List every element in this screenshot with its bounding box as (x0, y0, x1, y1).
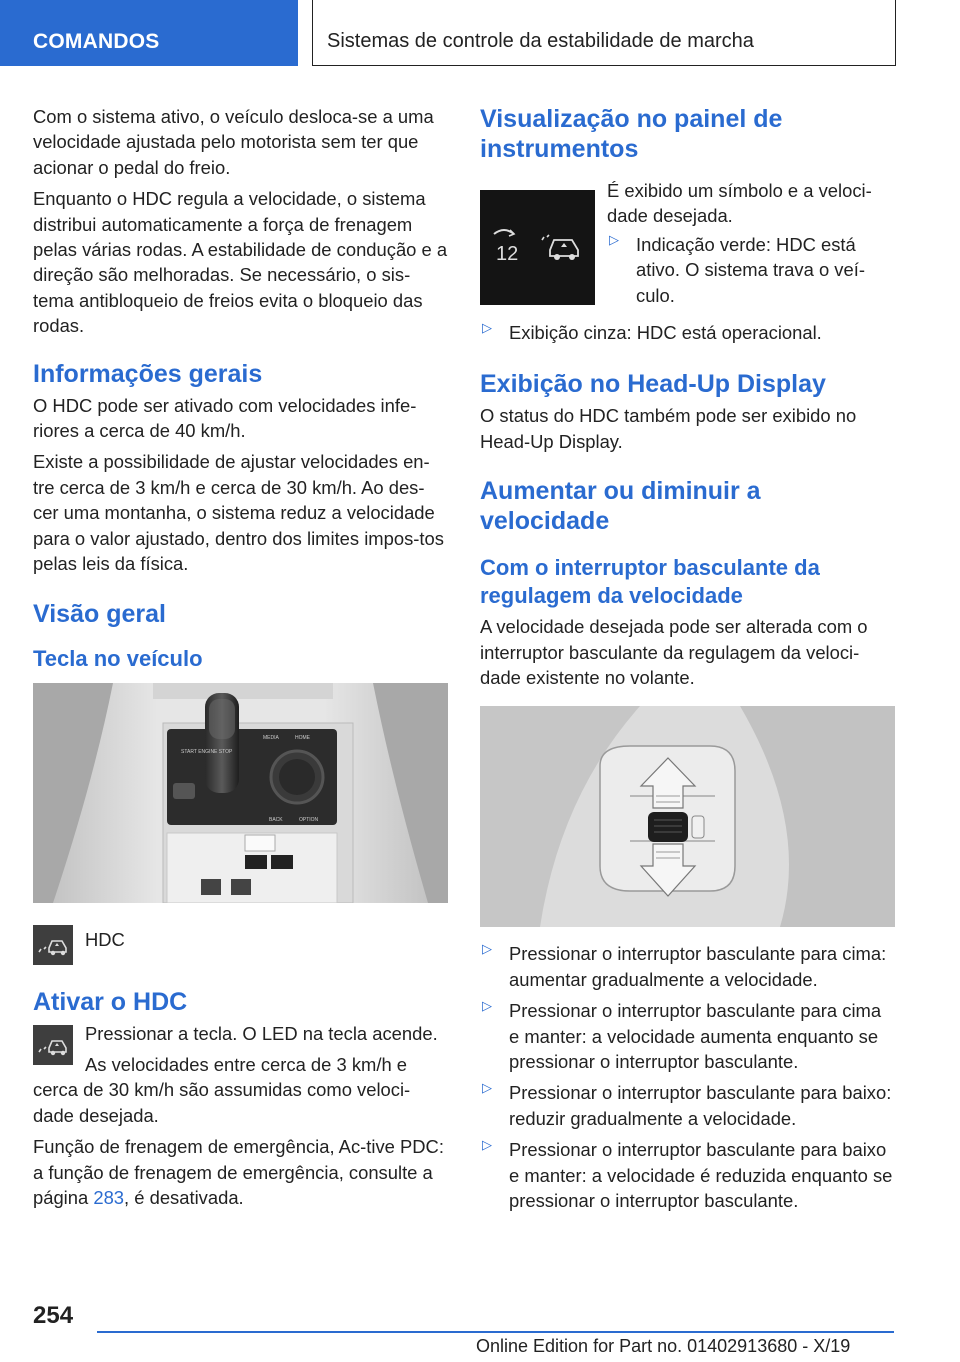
hdc-car-descent-icon (542, 235, 578, 260)
center-console-illustration (33, 683, 448, 903)
info-paragraph-2: Existe a possibilidade de ajustar velocidades en-tre cerca de 3 km/h e cerca de 30 km/h. Ao des-cer uma montanha, o sistema reduz a velocidade para o valor ajustado, dentro dos limites impos-tos pelas leis da física. (33, 451, 444, 575)
heading-ativar-o-hdc: Ativar o HDC (33, 987, 188, 1016)
hud-paragraph: O status do HDC também pode ser exibido no Head-Up Display. (480, 405, 857, 452)
interruptor-paragraph: A velocidade desejada pode ser alterada com o interruptor basculante da regulagem da veloci-dade existente no volante. (480, 616, 868, 689)
heading-informacoes-gerais: Informações gerais (33, 359, 263, 388)
console-option-label: OPTION (299, 816, 319, 823)
hdc-car-descent-icon (33, 1025, 73, 1065)
bullet-triangle-icon: ▷ (482, 320, 492, 335)
heading-head-up-display: Exibição no Head-Up Display (480, 370, 826, 399)
hdc-legend (33, 917, 449, 967)
rocker-bullet-1 (480, 941, 896, 992)
cluster-block (480, 178, 896, 306)
right-column (480, 104, 896, 1220)
chapter-title: Sistemas de controle da estabilidade de marcha (312, 0, 896, 66)
visual-paragraph: É exibido um símbolo e a veloci-dade desejada. (607, 180, 872, 227)
rocker-bullet-2-text: Pressionar o interruptor basculante para cima e manter: a velocidade aumenta enquanto se pressionar o interruptor basculante. (509, 1000, 882, 1073)
bullet-triangle-icon: ▷ (482, 998, 492, 1014)
rocker-bullet-4-text: Pressionar o interruptor basculante para baixo e manter: a velocidade é reduzida enquanto se pressionar o interruptor basculante. (509, 1139, 893, 1212)
emergency-brake-text-end: , é desativada. (124, 1186, 244, 1208)
heading-visualizacao-painel: Visualização no painel de instrumentos (480, 105, 783, 163)
console-start-engine-stop-label: START ENGINE STOP (181, 748, 233, 755)
rocker-bullet-2 (480, 998, 896, 1074)
rocker-switch-illustration (480, 706, 895, 927)
rocker-bullet-1-text: Pressionar o interruptor basculante para cima: aumentar gradualmente a velocidade. (509, 943, 887, 990)
ativar-block (33, 1021, 449, 1211)
heading-tecla-no-veiculo: Tecla no veículo (33, 645, 203, 671)
rocker-bullet-list (480, 941, 896, 1213)
heading-aumentar-diminuir: Aumentar ou diminuir a velocidade (480, 477, 761, 536)
emergency-brake-text: Função de frenagem de emergência, Ac-tive PDC: a função de frenagem de emergência, consulte a página (33, 1136, 444, 1208)
edition-note: Online Edition for Part no. 01402913680 - X/19 (476, 1336, 851, 1356)
ativar-paragraph-2: As velocidades entre cerca de 3 km/h e cerca de 30 km/h são assumidas como veloci-dade desejada. (33, 1053, 411, 1126)
left-column (33, 104, 449, 1216)
rocker-bullet-3 (480, 1080, 896, 1131)
rocker-bullet-4 (480, 1137, 896, 1213)
bullet-cinza-text: Exibição cinza: HDC está operacional. (509, 322, 822, 343)
center-console-photo (33, 683, 448, 903)
heading-interruptor-basculante: Com o interruptor basculante da regulagem da velocidade (480, 555, 820, 609)
section-tab: COMANDOS (0, 0, 298, 66)
emergency-brake-paragraph (33, 1134, 449, 1210)
bullet-cinza (480, 320, 896, 345)
rocker-bullet-3-text: Pressionar o interruptor basculante para baixo: reduzir gradualmente a velocidade. (509, 1082, 892, 1129)
intro-paragraph-2: Enquanto o HDC regula a velocidade, o sistema distribui automaticamente a força de frenagem pelas várias rodas. A estabilidade de condução e a direção são melhoradas. Se necessário, o sis-tema antibloqueio de freios evita o bloqueio das rodas. (33, 188, 448, 337)
bullet-triangle-icon: ▷ (482, 941, 492, 957)
console-home-label: HOME (295, 734, 310, 741)
bullet-triangle-icon: ▷ (609, 232, 619, 247)
page-number: 254 (33, 1302, 74, 1329)
footer-rule (97, 1331, 894, 1333)
info-paragraph-1: O HDC pode ser ativado com velocidades infe-riores a cerca de 40 km/h. (33, 394, 417, 442)
hdc-label: HDC (85, 928, 125, 950)
page-link-283[interactable]: 283 (93, 1186, 125, 1208)
console-media-label: MEDIA (263, 734, 279, 741)
bullet-verde-text: Indicação verde: HDC está ativo. O sistema trava o veí-culo. (636, 234, 865, 306)
hdc-car-descent-icon (33, 925, 73, 965)
steering-wheel-rocker-photo (480, 706, 895, 927)
instrument-cluster-image (480, 190, 595, 305)
console-back-label: BACK (269, 816, 283, 823)
ativar-paragraph-1: Pressionar a tecla. O LED na tecla acende. (85, 1022, 438, 1044)
cluster-speed-value: 12 (496, 243, 519, 265)
page-header (0, 0, 960, 66)
bullet-verde (607, 232, 897, 314)
bullet-triangle-icon: ▷ (482, 1080, 492, 1096)
intro-paragraph-1: Com o sistema ativo, o veículo desloca-se a uma velocidade ajustada pelo motorista sem ter que acionar o pedal do freio. (33, 106, 434, 178)
bullet-triangle-icon: ▷ (482, 1137, 492, 1153)
heading-visao-geral: Visão geral (33, 599, 166, 628)
